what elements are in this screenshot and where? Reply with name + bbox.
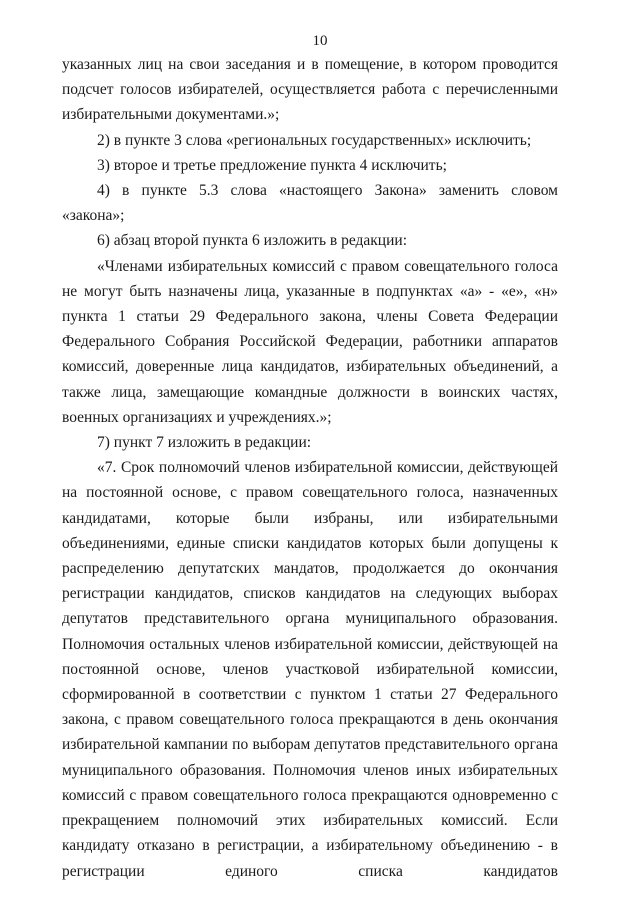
paragraph-quote-term: «7. Срок полномочий членов избирательной комиссии, действующей на постоянной основе, с правом совещательного голоса, назначенных кандидатами, которые были избраны, или избирательными объединениями, единые списки кандидатов которых были допущены к распределению депутатских мандатов, продолжается до окончания регистрации кандидатов, списков кандидатов на следующих выборах депутатов представительного органа муниципального образования. Полномочия остальных членов избирательной комиссии, действующей на постоянной основе, членов участковой избирательной комиссии, сформированной в соответствии с пунктом 1 статьи 27 Федерального закона, с правом совещательного голоса прекращаются в день окончания избирательной кампании по выборам депутатов представительного органа муниципального образования. Полномочия членов иных избирательных комиссий с правом совещательного голоса прекращаются одновременно с прекращением полномочий этих избирательных комиссий. Если кандидату отказано в регистрации, а избирательному объединению - в регистрации единого списка кандидатов — [62, 459, 558, 880]
paragraph-item-6: 6) абзац второй пункта 6 изложить в редакции: — [97, 232, 407, 250]
paragraph-item-4: 4) в пункте 5.3 слова «настоящего Закона» заменить словом «закона»; — [62, 182, 558, 225]
paragraph-item-7: 7) пункт 7 изложить в редакции: — [97, 434, 312, 452]
page-number: 10 — [312, 33, 328, 49]
document-body — [62, 52, 558, 884]
paragraph-item-3: 3) второе и третье предложение пункта 4 исключить; — [97, 156, 447, 174]
paragraph-item-2: 2) в пункте 3 слова «региональных государственных» исключить; — [97, 131, 532, 149]
paragraph-quote-members: «Членами избирательных комиссий с правом совещательного голоса не могут быть назначены лица, указанные в подпунктах «а» - «е», «н» пункта 1 статьи 29 Федерального закона, члены Совета Федерации Федерального Собрания Российской Федерации, работники аппаратов комиссий, доверенные лица кандидатов, избирательных объединений, а также лица, замещающие командные должности в воинских частях, военных организациях и учреждениях.»; — [62, 257, 558, 426]
paragraph-continuation: указанных лиц на свои заседания и в помещение, в котором проводится подсчет голосов избирателей, осуществляется работа с перечисленными избирательными документами.»; — [62, 56, 558, 124]
